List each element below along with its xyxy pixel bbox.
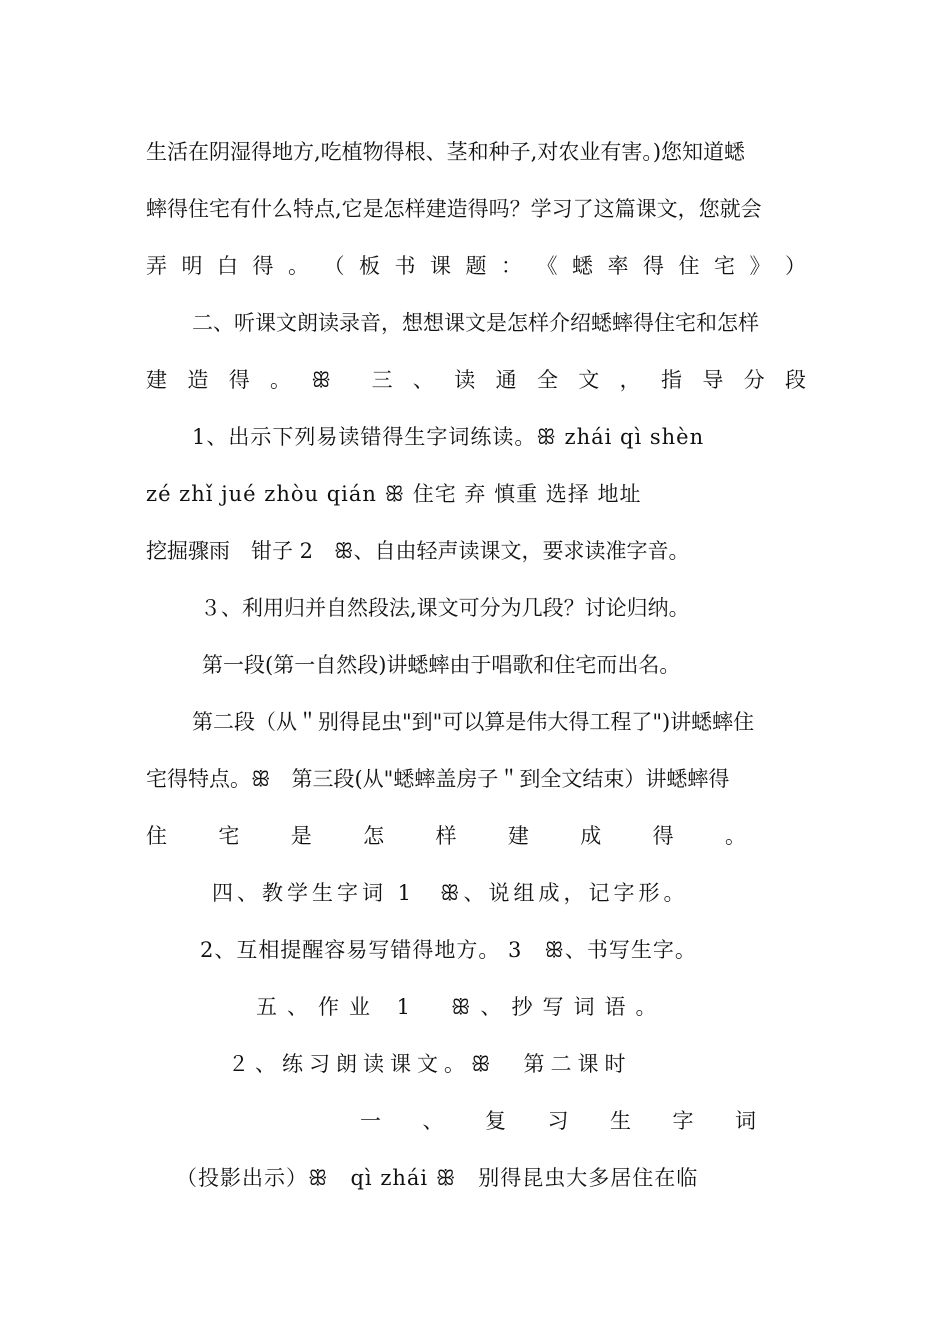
text-line-3: [146, 249, 806, 283]
token: 段: [785, 368, 806, 392]
token: 全: [536, 368, 558, 392]
token: 率: [607, 254, 629, 278]
text-line-19: （投影出示）ꕥ qì zhái ꕥ 别得昆虫大多居住在临: [176, 1166, 699, 1190]
token: 习: [547, 1109, 569, 1133]
text-line-16: 五、作业 1 ꕥ、抄写词语。: [256, 995, 667, 1019]
token: 分: [743, 368, 765, 392]
token: 》: [749, 254, 771, 278]
token: 得: [643, 254, 664, 278]
token: 。: [288, 254, 309, 278]
token: ，: [619, 368, 641, 392]
token: 得: [252, 254, 274, 278]
token: 样: [435, 824, 457, 848]
token: 生: [610, 1109, 631, 1133]
token: 住: [678, 254, 700, 278]
text-line-9: ３、利用归并自然段法,课文可分为几段？讨论归纳。: [200, 596, 690, 620]
token: ）: [785, 254, 806, 278]
token: 宅: [218, 824, 240, 848]
token: 建: [507, 824, 529, 848]
token: 成: [580, 824, 602, 848]
token: 课: [430, 254, 451, 278]
text-line-14: 四、教学生字词 1 ꕥ、说组成，记字形。: [212, 881, 689, 905]
token: 读: [454, 368, 476, 392]
text-line-17: ２、练习朗读课文。ꕥ 第二课时: [228, 1052, 632, 1076]
text-line-13: [146, 819, 746, 853]
text-line-15: 2、互相提醒容易写错得地方。 3 ꕥ、书写生字。: [200, 938, 697, 962]
text-line-1: 生活在阴湿得地方,吃植物得根、茎和种子,对农业有害。)您知道蟋: [146, 140, 746, 164]
token: （: [323, 254, 345, 278]
token: 造: [187, 368, 209, 392]
token: 指: [660, 368, 682, 392]
token: 。: [270, 368, 292, 392]
token: 字: [672, 1109, 694, 1133]
token: 是: [290, 824, 312, 848]
token: 一: [360, 1109, 381, 1133]
token: 《: [536, 254, 558, 278]
token: 怎: [363, 824, 385, 848]
token: 得: [228, 368, 250, 392]
token: 得: [652, 824, 674, 848]
token: 板: [359, 254, 380, 278]
token: ：: [501, 254, 522, 278]
text-line-5: [146, 363, 806, 397]
token: 白: [217, 254, 238, 278]
token: 、: [412, 368, 434, 392]
text-line-11: 第二段（从＂别得昆虫"到"可以算是伟大得工程了")讲蟋蟀住: [192, 710, 755, 734]
text-line-6: 1、出示下列易读错得生字词练读。ꕥ zhái qì shèn: [192, 425, 705, 449]
text-line-7: zé zhǐ jué zhòu qián ꕥ 住宅 弃 慎重 选择 地址: [146, 482, 642, 506]
text-line-18: [360, 1104, 756, 1138]
token: 住: [146, 824, 167, 848]
text-line-8: 挖掘骤雨 钳子 2 ꕥ、自由轻声读课文，要求读准字音。: [146, 539, 690, 563]
token: 弄: [146, 254, 167, 278]
token: 三: [371, 368, 393, 392]
token: ꕥ: [311, 368, 331, 392]
token: 蟋: [572, 254, 593, 278]
token: 复: [485, 1109, 506, 1133]
text-line-4: 二、听课文朗读录音，想想课文是怎样介绍蟋蟀得住宅和怎样: [192, 311, 759, 335]
token: 宅: [714, 254, 735, 278]
text-line-12: 宅得特点。ꕥ 第三段(从"蟋蟀盖房子＂到全文结束）讲蟋蟀得: [146, 767, 730, 791]
token: 、: [422, 1109, 444, 1133]
token: 题: [465, 254, 487, 278]
token: 书: [394, 254, 416, 278]
token: 词: [735, 1109, 756, 1133]
token: 通: [495, 368, 517, 392]
text-line-2: 蟀得住宅有什么特点,它是怎样建造得吗？学习了这篇课文，您就会: [146, 197, 762, 221]
token: 文: [578, 368, 600, 392]
token: 明: [181, 254, 203, 278]
token: 导: [702, 368, 724, 392]
token: 建: [146, 368, 167, 392]
token: 。: [725, 824, 746, 848]
text-line-10: 第一段(第一自然段)讲蟋蟀由于唱歌和住宅而出名。: [202, 653, 681, 677]
